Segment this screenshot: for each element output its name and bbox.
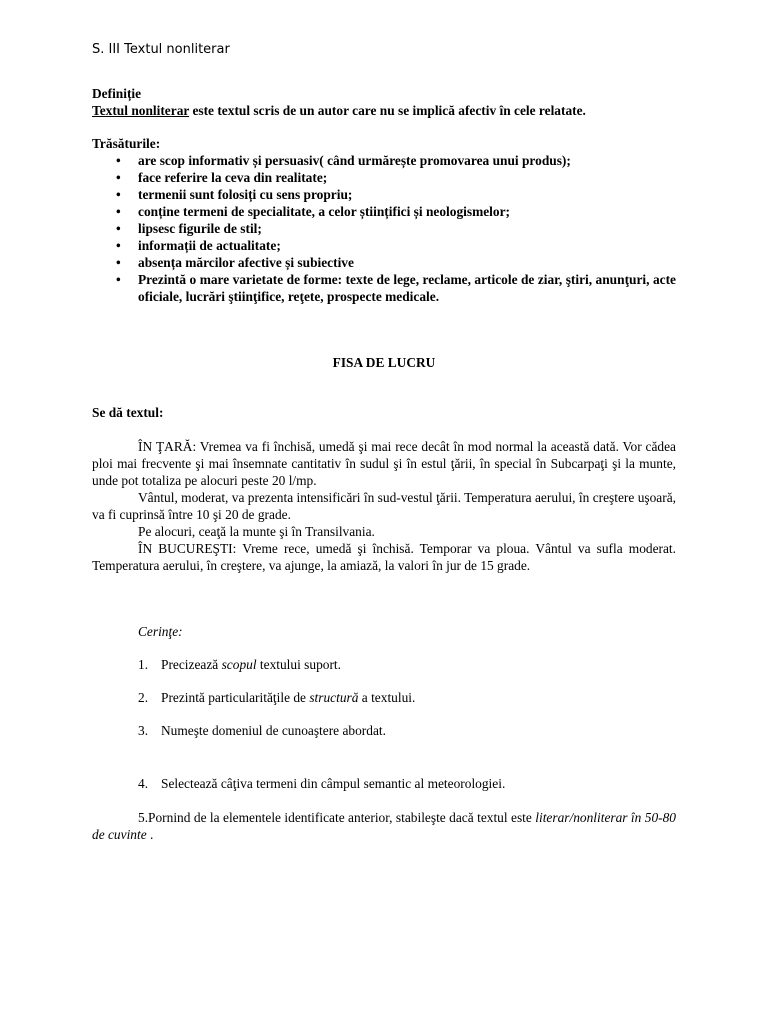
list-item: • face referire la ceva din realitate; xyxy=(116,170,328,185)
text-paragraph: Pe alocuri, ceaţă la munte şi în Transilvania. xyxy=(138,524,375,539)
requirement-item: 2. Prezintă particularităţile de structură a textului. xyxy=(138,690,416,705)
bullet-icon: • xyxy=(116,272,121,287)
bullet-icon: • xyxy=(116,238,121,253)
text-paragraph: ÎN BUCUREŞTI: Vreme rece, umedă şi închisă. Temporar va ploua. Vântul va sufla moderat. Temperatura aerului, în creştere, va ajunge, la amiază, la valori în jur de 15 grade. xyxy=(92,541,676,573)
definition-heading: Definiție xyxy=(92,86,142,101)
list-item: • are scop informativ și persuasiv( când urmărește promovarea unui produs); xyxy=(116,153,571,168)
definition-rest: este textul scris de un autor care nu se implică afectiv în cele relatate. xyxy=(189,103,586,118)
requirement-item: 3. Numeşte domeniul de cunoaştere abordat. xyxy=(138,723,386,738)
requirement-item: 4. Selectează câţiva termeni din câmpul semantic al meteorologiei. xyxy=(138,776,506,791)
traits-list xyxy=(92,152,676,305)
text-paragraph: ÎN ŢARĂ: Vremea va fi închisă, umedă şi mai rece decât în mod normal la această dată. Vor cădea ploi mai frecvente şi mai însemnate cantitativ în sudul şi în estul ţării, în special în Subcarpaţi şi la munte, unde pot totaliza pe alocuri peste 20 l/mp. xyxy=(92,439,676,488)
requirements-heading: Cerinţe: xyxy=(138,624,183,639)
traits-heading: Trăsăturile: xyxy=(92,136,161,151)
list-item: • absența mărcilor afective și subiective xyxy=(116,255,354,270)
list-item: • lipsesc figurile de stil; xyxy=(116,221,262,236)
definition-term: Textul nonliterar xyxy=(92,103,190,118)
given-text-label: Se dă textul: xyxy=(92,405,164,420)
document-header: S. III Textul nonliterar xyxy=(92,42,230,57)
list-item: • Prezintă o mare varietate de forme: texte de lege, reclame, articole de ziar, ştiri, anunţuri, acte oficiale, lucrări ştiinţifice, reţete, prospecte medicale. xyxy=(116,272,676,304)
list-item: • informații de actualitate; xyxy=(116,238,281,253)
bullet-icon: • xyxy=(116,255,121,270)
bullet-icon: • xyxy=(116,153,121,168)
bullet-icon: • xyxy=(116,187,121,202)
text-paragraph: Vântul, moderat, va prezenta intensificări în sud-vestul ţării. Temperatura aerului, în creştere uşoară, va fi cuprinsă între 10 şi 20 de grade. xyxy=(92,490,676,522)
requirement-item-5: 5.Pornind de la elementele identificate anterior, stabileşte dacă textul este literar/nonliterar în 50-80 de cuvinte . xyxy=(92,810,676,842)
definition-text xyxy=(92,103,586,119)
bullet-icon: • xyxy=(116,170,121,185)
list-item: • conține termeni de specialitate, a celor științifici și neologismelor; xyxy=(116,204,511,219)
worksheet-title: FISA DE LUCRU xyxy=(332,355,436,370)
bullet-icon: • xyxy=(116,204,121,219)
bullet-icon: • xyxy=(116,221,121,236)
requirement-item: 1. Precizează scopul textului suport. xyxy=(138,657,341,672)
list-item: • termenii sunt folosiți cu sens propriu; xyxy=(116,187,353,202)
